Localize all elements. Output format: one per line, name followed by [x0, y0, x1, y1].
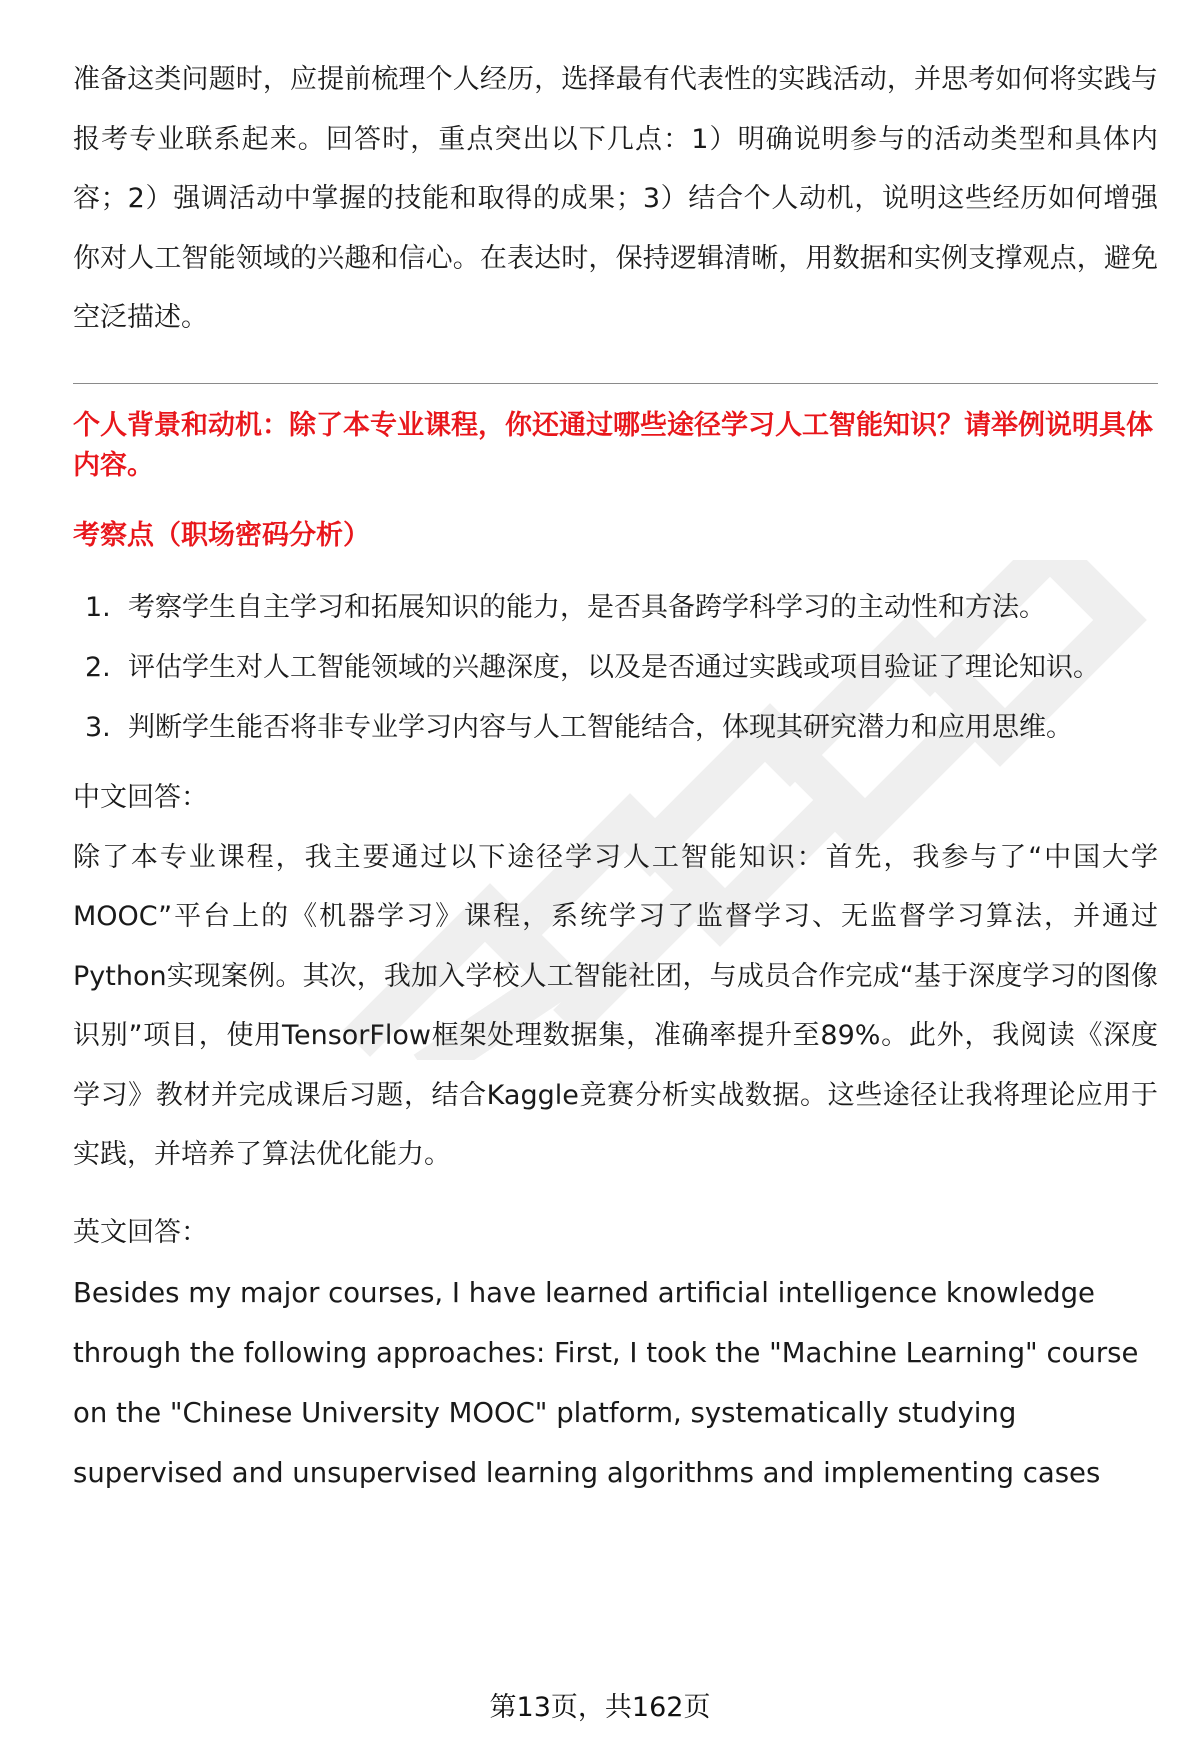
section-divider: [73, 383, 1158, 384]
page-number-footer: 第13页，共162页: [489, 1692, 711, 1723]
list-item-text: 判断学生能否将非专业学习内容与人工智能结合，体现其研究潜力和应用思维。: [128, 711, 1073, 743]
list-item-text: 评估学生对人工智能领域的兴趣深度，以及是否通过实践或项目验证了理论知识。: [128, 651, 1100, 683]
question-heading: 个人背景和动机：除了本专业课程，你还通过哪些途径学习人工智能知识？请举例说明具体内容。: [73, 409, 1153, 481]
list-item-number: 3.: [85, 711, 111, 743]
english-answer-label: 英文回答：: [73, 1216, 208, 1248]
assessment-list: [73, 578, 1158, 758]
chinese-answer-text: 除了本专业课程，我主要通过以下途径学习人工智能知识：首先，我参与了“中国大学MOOC”平台上的《机器学习》课程，系统学习了监督学习、无监督学习算法，并通过Python实现案例。其次，我加入学校人工智能社团，与成员合作完成“基于深度学习的图像识别”项目，使用TensorFlow框架处理数据集，准确率提升至89%。此外，我阅读《深度学习》教材并完成课后习题，结合Kaggle竞赛分析实战数据。这些途径让我将理论应用于实践，并培养了算法优化能力。: [73, 841, 1158, 1170]
list-item: [73, 578, 1158, 638]
document-page: [73, 50, 1158, 1503]
chinese-answer-label: 中文回答：: [73, 781, 208, 813]
list-item-number: 2.: [85, 651, 111, 683]
list-item: [73, 638, 1158, 698]
list-item-text: 考察学生自主学习和拓展知识的能力，是否具备跨学科学习的主动性和方法。: [128, 591, 1046, 623]
assessment-heading: 考察点（职场密码分析）: [73, 519, 370, 551]
list-item-number: 1.: [85, 591, 111, 623]
intro-paragraph: 准备这类问题时，应提前梳理个人经历，选择最有代表性的实践活动，并思考如何将实践与报考专业联系起来。回答时，重点突出以下几点：1）明确说明参与的活动类型和具体内容；2）强调活动中掌握的技能和取得的成果；3）结合个人动机，说明这些经历如何增强你对人工智能领域的兴趣和信心。在表达时，保持逻辑清晰，用数据和实例支撑观点，避免空泛描述。: [73, 64, 1158, 333]
list-item: [73, 698, 1158, 758]
english-answer-text: Besides my major courses, I have learned artificial intelligence knowledge through the following approaches: First, I took the "Machine Learning" course on the "Chinese University MOOC" platform, systematically studying supervised and unsupervised learning algorithms and implementing cases: [73, 1276, 1139, 1489]
